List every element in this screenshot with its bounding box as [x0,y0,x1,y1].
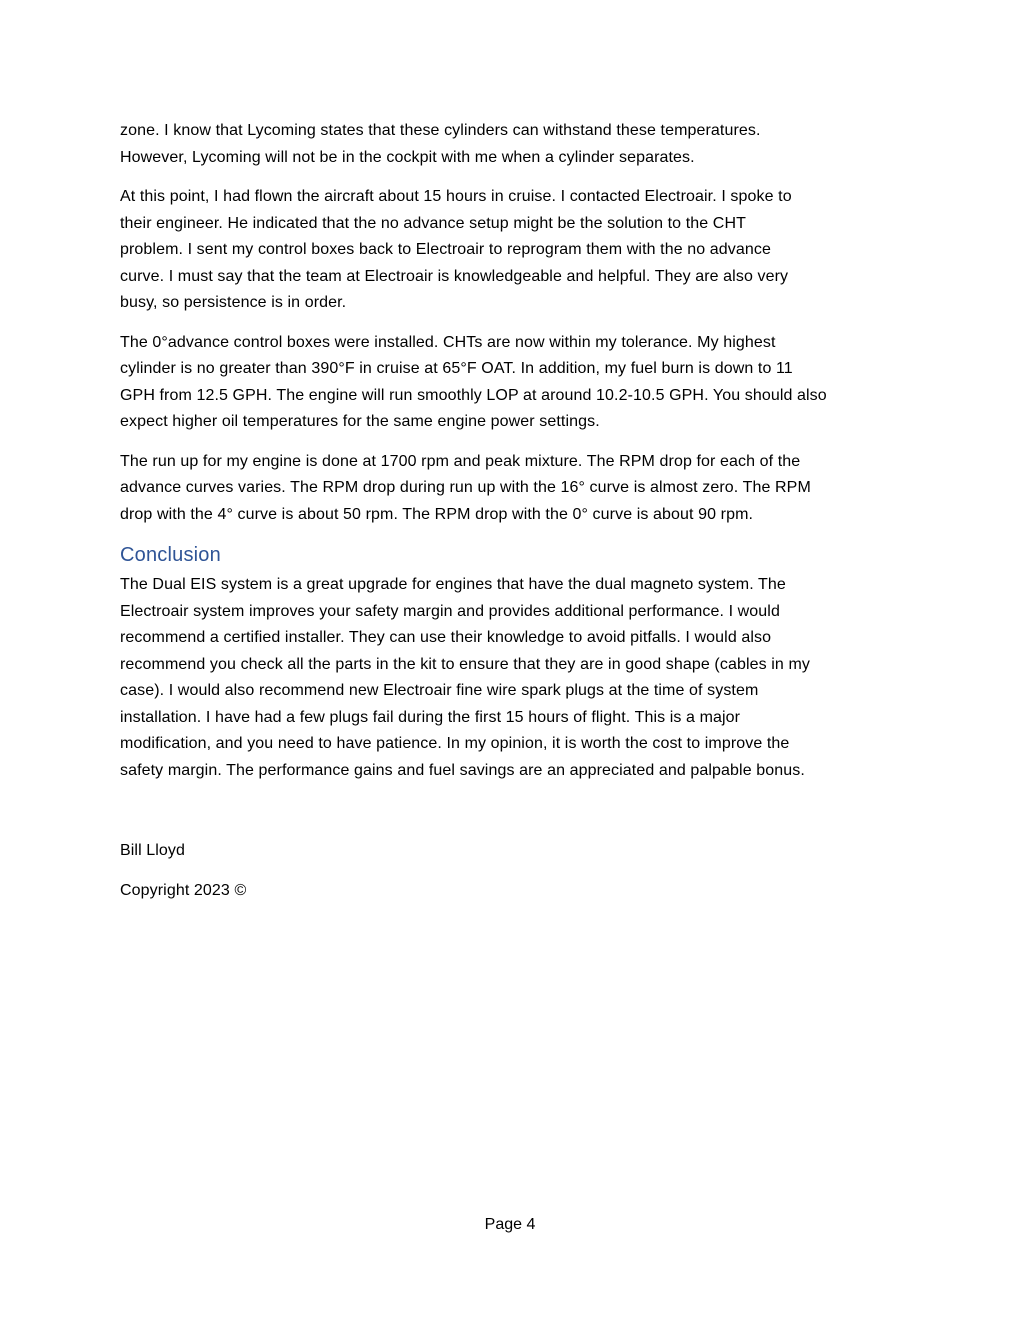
text-line: advance curves varies. The RPM drop during run up with the 16° curve is almost zero. The RPM [120,479,811,496]
text-line: The 0°advance control boxes were installed. CHTs are now within my tolerance. My highest [120,333,776,351]
text-line: expect higher oil temperatures for the same engine power settings. [120,413,600,430]
text-line: recommend a certified installer. They can use their knowledge to avoid pitfalls. I would also [120,629,772,646]
text-line: Electroair system improves your safety margin and provides additional performance. I would [120,602,780,620]
text-line: However, Lycoming will not be in the cockpit with me when a cylinder separates. [120,148,695,166]
text-line: busy, so persistence is in order. [120,294,347,311]
text-line: The run up for my engine is done at 1700 rpm and peak mixture. The RPM drop for each of the [120,452,801,470]
paragraph-zero-advance-results [120,330,827,436]
text-line: curve. I must say that the team at Electroair is knowledgeable and helpful. They are also very [120,267,789,285]
text-line: The Dual EIS system is a great upgrade for engines that have the dual magneto system. The [120,576,786,593]
text-line: installation. I have had a few plugs fail during the first 15 hours of flight. This is a major [120,708,741,726]
paragraph-contacted-electroair [120,184,792,317]
text-line: safety margin. The performance gains and fuel savings are an appreciated and palpable bonus. [120,761,805,779]
text-line: modification, and you need to have patience. In my opinion, it is worth the cost to improve the [120,735,790,752]
copyright-line [120,878,246,905]
text-line: drop with the 4° curve is about 50 rpm. The RPM drop with the 0° curve is about 90 rpm. [120,505,754,523]
conclusion-heading: Conclusion [120,544,221,566]
text-line: their engineer. He indicated that the no advance setup might be the solution to the CHT [120,214,746,232]
text-line: GPH from 12.5 GPH. The engine will run smoothly LOP at around 10.2-10.5 GPH. You should also [120,386,827,404]
text-line: problem. I sent my control boxes back to Electroair to reprogram them with the no advance [120,241,771,258]
signature-name [120,838,185,865]
text-line: zone. I know that Lycoming states that these cylinders can withstand these temperatures. [120,122,761,139]
signature-text: Bill Lloyd [120,842,186,859]
text-line: case). I would also recommend new Electroair fine wire spark plugs at the time of system [120,682,759,699]
text-line: At this point, I had flown the aircraft about 15 hours in cruise. I contacted Electroair. I spoke to [120,188,792,205]
copyright-text: Copyright 2023 © [120,881,247,899]
paragraph-cylinder-temperatures [120,118,761,171]
text-line: recommend you check all the parts in the kit to ensure that they are in good shape (cables in my [120,655,810,673]
document-body [120,118,910,917]
text-line: cylinder is no greater than 390°F in cruise at 65°F OAT. In addition, my fuel burn is down to 11 [120,360,793,377]
paragraph-run-up-rpm-drop [120,449,811,529]
page-number-footer: Page 4 [484,1216,536,1233]
paragraph-conclusion-body [120,572,810,784]
